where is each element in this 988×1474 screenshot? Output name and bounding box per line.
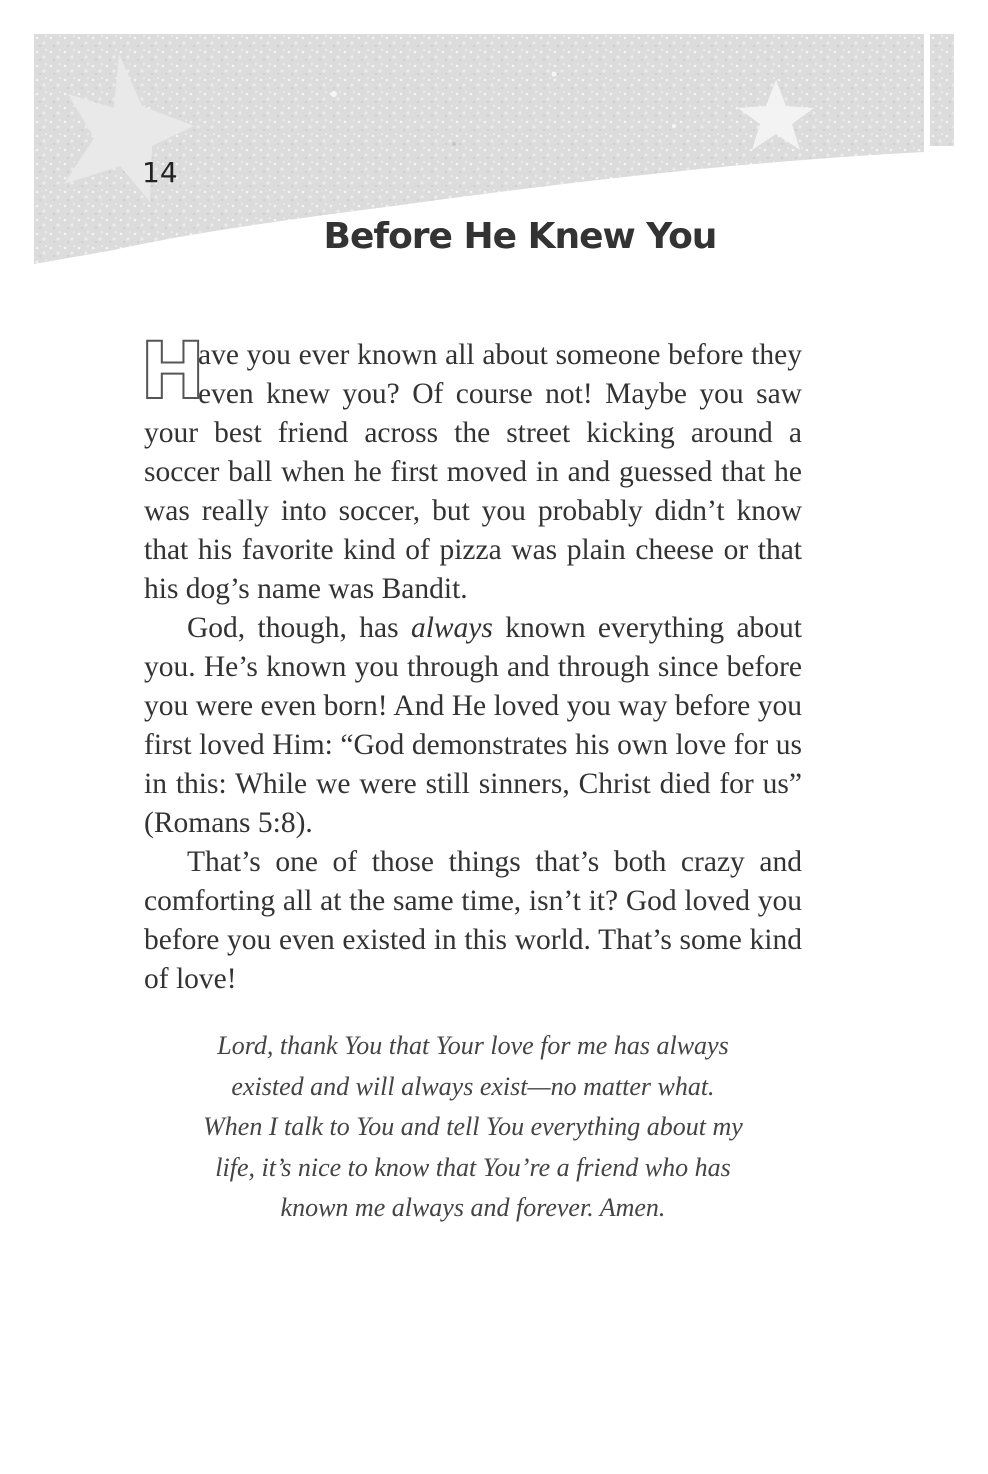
prayer-line: existed and will always exist—no matter what. xyxy=(231,1071,715,1101)
prayer-line: Lord, thank You that Your love for me has always xyxy=(217,1031,729,1060)
paragraph-1-text: ave you ever known all about someone before they even knew you? Of course not! Maybe you saw your best friend across the street kicking around a soccer ball when he first moved in and guessed that he was really into soccer, but you probably didn’t know that his favorite kind of pizza was plain cheese or that his dog’s name was Bandit. xyxy=(144,339,802,605)
paragraph-2-emphasis: always xyxy=(410,612,493,644)
prayer-line: When I talk to You and tell You everything about my xyxy=(203,1112,743,1141)
page-title: Before He Knew You xyxy=(323,216,717,257)
paragraph-2-text-before: God, though, has xyxy=(187,612,411,644)
paragraph-2-text-after: known everything about you. He’s known you through and through since before you were even born! And He loved you way before you first loved Him: “God demonstrates his own love for us in this: While we were still sinners, Christ died for us” (Romans 5:8). xyxy=(144,612,802,839)
prayer-line: life, it’s nice to know that You’re a friend who has xyxy=(215,1152,731,1182)
prayer xyxy=(144,1026,802,1229)
paragraph-3: That’s one of those things that’s both crazy and comforting all at the same time, isn’t it? God loved you before you even existed in this world. That’s some kind of love! xyxy=(144,846,802,995)
prayer-line: known me always and forever. Amen. xyxy=(280,1193,666,1222)
drop-cap: H xyxy=(140,327,206,417)
devotional-body xyxy=(140,327,802,999)
paragraph-1 xyxy=(140,327,802,609)
page-number: 14 xyxy=(142,156,178,189)
paragraph-2 xyxy=(144,609,802,843)
